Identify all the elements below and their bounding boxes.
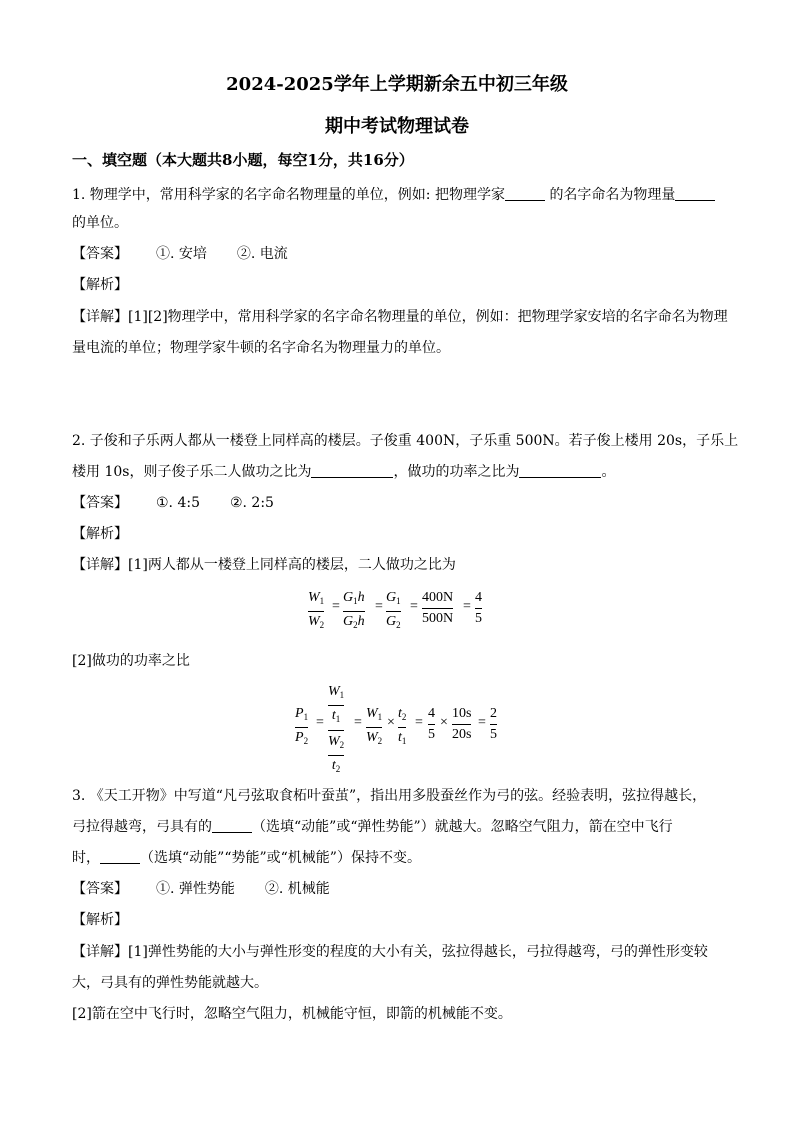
eq2-frac-t: $t_2$ $t_1$ (398, 706, 407, 746)
q2-ans-2: ②. 2:5 (229, 495, 274, 511)
q3-detail-2: 大，弓具有的弹性势能就越大。 (72, 975, 268, 991)
q1-blank-2 (675, 186, 715, 201)
eq1-equals: = (410, 599, 418, 614)
q3-stem-3 (72, 848, 421, 868)
q1-stem-text-b: 的名字命名为物理量 (549, 187, 676, 203)
q2-detail-1 (72, 555, 456, 575)
answer-tag: 【答案】 (72, 495, 128, 511)
q1-analysis-tag: 【解析】 (72, 277, 128, 293)
q1-answer (72, 244, 288, 264)
q3-ans-1: ①. 弹性势能 (156, 881, 235, 897)
eq1-frac-result: 4 5 (475, 590, 482, 626)
eq2-compound-frac: $W_1$ $t_1$ $W_2$ $t_2$ (328, 684, 345, 774)
answer-tag: 【答案】 (72, 881, 128, 897)
eq2-frac-45: 4 5 (428, 706, 435, 742)
q1-detail-2: 量电流的单位；物理学家牛顿的名字命名为物理量力的单位。 (72, 340, 450, 356)
q3-detail-3: [2]箭在空中飞行时，忽略空气阻力，机械能守恒，即箭的机械能不变。 (72, 1006, 512, 1022)
q3-stem-2 (72, 817, 673, 837)
section-heading: 一、填空题（本大题共8小题，每空1分，共16分） (72, 151, 414, 169)
q2-ans-1: ①. 4:5 (156, 495, 200, 511)
eq2-equals: = (415, 715, 423, 730)
eq2-frac-p: $P_1$ $P_2$ (295, 706, 309, 746)
q2-detail-text-1: [1]两人都从一楼登上同样高的楼层，二人做功之比为 (128, 557, 456, 573)
q1-blank-1 (505, 186, 545, 201)
q3-stem-text-b: （选填“动能”或“弹性势能”）就越大。忽略空气阻力，箭在空中飞行 (252, 819, 673, 835)
eq2-frac-result: 2 5 (490, 706, 497, 742)
eq2-frac-s: 10s 20s (452, 706, 472, 742)
title-line2: 期中考试物理试卷 (325, 116, 469, 137)
q2-blank-1 (311, 463, 393, 478)
eq2-equals: = (316, 715, 324, 730)
q2-answer (72, 493, 274, 513)
q1-ans-1: ①. 安培 (156, 246, 207, 262)
q2-stem-2 (72, 462, 615, 482)
q3-analysis-tag: 【解析】 (72, 912, 128, 928)
q2-stem-text-c: 。 (601, 464, 616, 480)
q3-detail-text-1: [1]弹性势能的大小与弹性形变的程度的大小有关，弦拉得越长，弓拉得越弯，弓的弹性形变较 (128, 944, 708, 960)
eq2-equals: = (354, 715, 362, 730)
eq2-times: × (440, 715, 448, 730)
q3-blank-1 (212, 818, 252, 833)
eq2-times: × (387, 715, 395, 730)
q1-stem-end: 的单位。 (72, 215, 128, 231)
answer-tag: 【答案】 (72, 246, 128, 262)
eq2-frac-w: $W_1$ $W_2$ (366, 706, 383, 746)
q1-stem (72, 185, 715, 205)
detail-tag: 【详解】 (72, 557, 128, 573)
eq1-equals: = (463, 599, 471, 614)
q3-detail-1 (72, 942, 708, 962)
detail-tag: 【详解】 (72, 309, 128, 325)
q1-stem-text-a: 1. 物理学中，常用科学家的名字命名物理量的单位，例如: 把物理学家 (72, 187, 505, 203)
eq2-equals: = (478, 715, 486, 730)
q3-blank-2 (100, 849, 140, 864)
eq1-frac-n: 400N 500N (422, 590, 454, 626)
q3-ans-2: ②. 机械能 (264, 881, 330, 897)
q3-stem-1: 3. 《天工开物》中写道“凡弓弦取食柘叶蚕茧”，指出用多股蚕丝作为弓的弦。经验表明，弦拉得越长， (72, 788, 707, 804)
q2-analysis-tag: 【解析】 (72, 526, 128, 542)
q3-stem-text-c: 时， (72, 850, 100, 866)
q2-detail-2: [2]做功的功率之比 (72, 653, 190, 669)
eq1-frac-gh: $G_1h$ $G_2h$ (343, 590, 365, 630)
q2-stem-text-b: ，做功的功率之比为 (393, 464, 520, 480)
q3-stem-text-d: （选填“动能”“势能”或“机械能”）保持不变。 (140, 850, 421, 866)
q1-ans-2: ②. 电流 (236, 246, 288, 262)
eq1-frac-w: $W_1$ $W_2$ (308, 590, 325, 630)
eq1-equals: = (375, 599, 383, 614)
q3-answer (72, 879, 330, 899)
title-line1: 2024-2025学年上学期新余五中初三年级 (226, 74, 568, 95)
q2-blank-2 (519, 463, 601, 478)
q3-stem-text-a: 弓拉得越弯，弓具有的 (72, 819, 212, 835)
q2-stem-text-a: 楼用 10s，则子俊子乐二人做功之比为 (72, 464, 312, 480)
eq1-equals: = (332, 599, 340, 614)
q1-detail-text-1: [1][2]物理学中，常用科学家的名字命名物理量的单位，例如：把物理学家安培的名字命名为物理 (128, 309, 728, 325)
detail-tag: 【详解】 (72, 944, 128, 960)
q1-detail-1 (72, 307, 728, 327)
q2-stem-1: 2. 子俊和子乐两人都从一楼登上同样高的楼层。子俊重 400N，子乐重 500N。若子俊上楼用 20s，子乐上 (72, 433, 739, 449)
eq1-frac-g: $G_1$ $G_2$ (386, 590, 401, 630)
